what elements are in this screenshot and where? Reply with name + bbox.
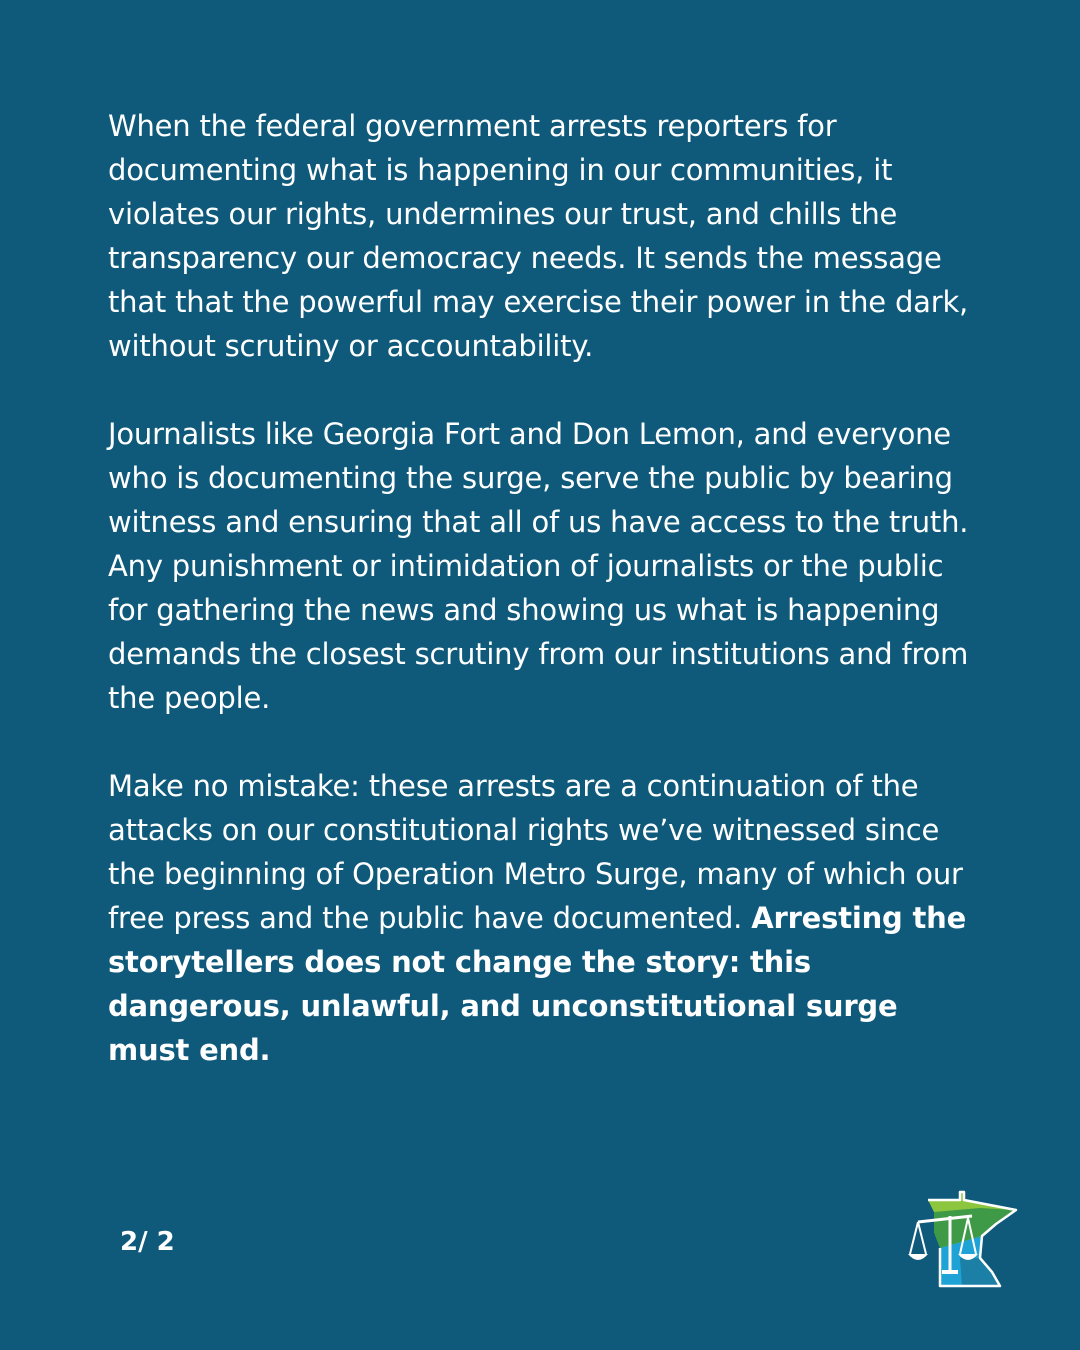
paragraph-3-regular: Make no mistake: these arrests are a continuation of the attacks on our constitutional rights we’ve witnessed since the beginning of Operation Metro Surge, many of which our free press and the public have documented. — [108, 769, 963, 935]
page-indicator: 2/ 2 — [120, 1227, 175, 1257]
minnesota-scales-logo-icon — [900, 1188, 1020, 1292]
statement-text-block — [108, 104, 988, 1116]
paragraph-3-bold-callout: Arresting the storytellers does not change the story: this dangerous, unlawful, and unconstitutional surge must end. — [108, 901, 967, 1067]
paragraph-3 — [108, 764, 988, 1072]
paragraph-2: Journalists like Georgia Fort and Don Lemon, and everyone who is documenting the surge, serve the public by bearing witness and ensuring that all of us have access to the truth. Any punishment or intimidation of journalists or the public for gathering the news and showing us what is happening demands the closest scrutiny from our institutions and from the people. — [108, 417, 969, 715]
paragraph-1: When the federal government arrests reporters for documenting what is happening in our communities, it violates our rights, undermines our trust, and chills the transparency our democracy needs. It sends the message that that the powerful may exercise their power in the dark, without scrutiny or accountability. — [108, 109, 969, 363]
